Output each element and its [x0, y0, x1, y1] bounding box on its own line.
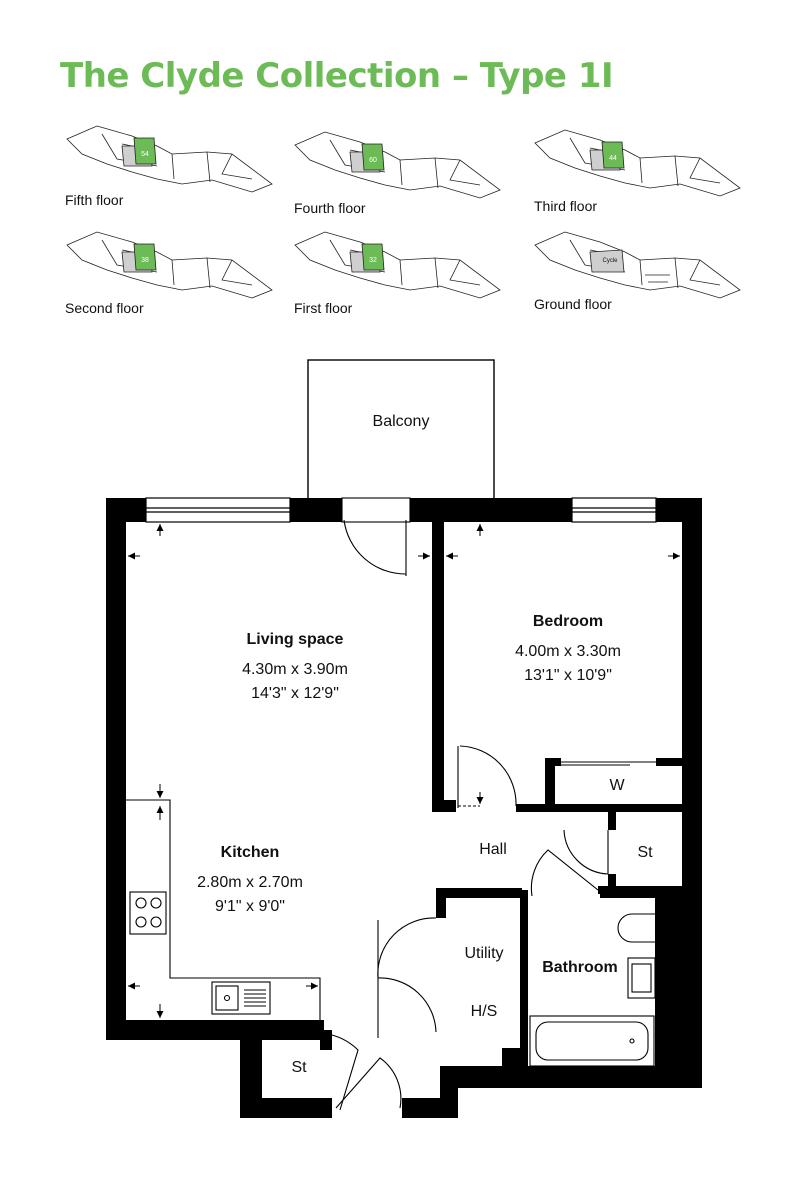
- heating-store-label: H/S: [470, 1003, 498, 1020]
- key-plan-drawing: [290, 130, 510, 200]
- key-plan-fifth-floor: [62, 124, 292, 214]
- kitchen-metric: 2.80m x 2.70m: [197, 874, 303, 891]
- key-plan-drawing: [62, 230, 282, 300]
- utility-label: Utility: [464, 945, 504, 962]
- key-plan-unit-number: 44: [609, 155, 617, 162]
- kitchen-label: Kitchen: [220, 844, 280, 861]
- key-plan-unit-number: 54: [141, 151, 149, 158]
- balcony-label: Balcony: [372, 413, 430, 430]
- key-plan-unit-number: 38: [141, 257, 149, 264]
- key-plan-unit-number: Cycle: [602, 258, 618, 264]
- entry-store-label: St: [291, 1059, 307, 1076]
- key-plan-caption: Fourth floor: [294, 200, 366, 216]
- bedroom-metric: 4.00m x 3.30m: [515, 643, 621, 660]
- bedroom-imperial: 13'1" x 10'9": [524, 667, 612, 684]
- living-space-metric: 4.30m x 3.90m: [242, 661, 348, 678]
- bedroom-label: Bedroom: [532, 613, 604, 630]
- key-plan-caption: Ground floor: [534, 296, 612, 312]
- key-plan-third-floor: [530, 128, 760, 218]
- hall-store-label: St: [637, 844, 653, 861]
- key-plan-ground-floor: [530, 230, 760, 320]
- kitchen-imperial: 9'1" x 9'0": [215, 898, 285, 915]
- wardrobe-label: W: [609, 777, 625, 794]
- key-plan-drawing: [290, 230, 510, 300]
- key-plan-drawing: [62, 124, 282, 194]
- bathroom-fittings: [530, 914, 655, 1066]
- balcony-outline: [308, 360, 494, 500]
- key-plan-caption: First floor: [294, 300, 353, 316]
- key-plan-first-floor: [290, 230, 520, 320]
- key-plan-drawing: [530, 230, 750, 300]
- living-space-label: Living space: [246, 631, 344, 648]
- key-plan-fourth-floor: [290, 130, 520, 220]
- living-space-imperial: 14'3" x 12'9": [251, 685, 339, 702]
- dimension-arrows: [128, 524, 680, 1018]
- key-plan-caption: Second floor: [65, 300, 144, 316]
- key-plan-caption: Third floor: [534, 198, 598, 214]
- bathroom-label: Bathroom: [542, 959, 618, 976]
- page-title: The Clyde Collection – Type 1I: [60, 56, 614, 96]
- key-plan-unit-number: 60: [369, 157, 377, 164]
- hall-label: Hall: [479, 841, 507, 858]
- key-plan-unit-number: 32: [369, 257, 377, 264]
- floor-plan: [0, 340, 800, 1130]
- key-plan-drawing: [530, 128, 750, 198]
- key-plan-caption: Fifth floor: [65, 192, 124, 208]
- key-plan-second-floor: [62, 230, 292, 320]
